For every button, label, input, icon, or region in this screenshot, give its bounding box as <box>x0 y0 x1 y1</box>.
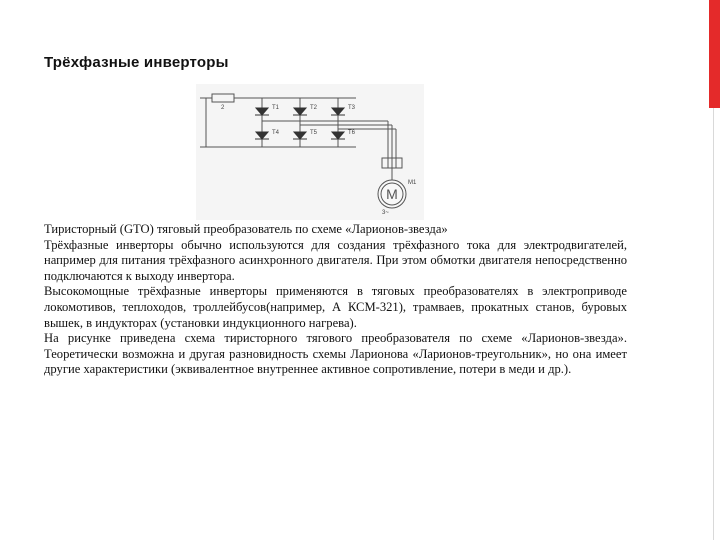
inverter-schematic <box>196 84 424 220</box>
paragraph-3: На рисунке приведена схема тиристорного тягового преобразователя по схеме «Ларионов-звезда». Теоретически возможна и другая разновидность схемы Ларионова «Ларионов-треугольник», но она имеет другие характеристики (эквивалентное внутреннее активное сопротивление, потери в меди и др.). <box>44 331 627 377</box>
thyristor-t2-label: T2 <box>310 105 318 111</box>
motor-phase-label: 3~ <box>382 210 389 216</box>
figure-caption: Тиристорный (GTO) тяговый преобразователь по схеме «Ларионов-звезда» <box>44 222 448 236</box>
body-text <box>44 222 627 378</box>
right-edge-rule <box>713 108 714 540</box>
accent-bar <box>709 0 720 108</box>
paragraph-2: Высокомощные трёхфазные инверторы применяются в тяговых преобразователях в электроприводе локомотивов, теплоходов, троллейбусов(например, А КСМ-321), трамваев, прокатных станов, буровых вышек, в индукторах (установки индукционного нагрева). <box>44 284 627 330</box>
thyristor-t3-label: T3 <box>348 105 356 111</box>
motor-symbol-label: M <box>386 186 398 202</box>
paragraph-1: Трёхфазные инверторы обычно используются для создания трёхфазного тока для электродвигателей, например для питания трёхфазного асинхронного двигателя. При этом обмотки двигателя непосредственно подключаются к выходу инвертора. <box>44 237 627 283</box>
thyristor-t4-label: T4 <box>272 130 280 136</box>
slide-title: Трёхфазные инверторы <box>44 54 229 71</box>
thyristor-t5-label: T5 <box>310 130 318 136</box>
motor-tag-label: M1 <box>408 180 417 186</box>
schematic-drawing <box>196 84 424 220</box>
thyristor-t1-label: T1 <box>272 105 280 111</box>
source-label: 2 <box>221 105 225 111</box>
thyristor-t6-label: T6 <box>348 130 356 136</box>
